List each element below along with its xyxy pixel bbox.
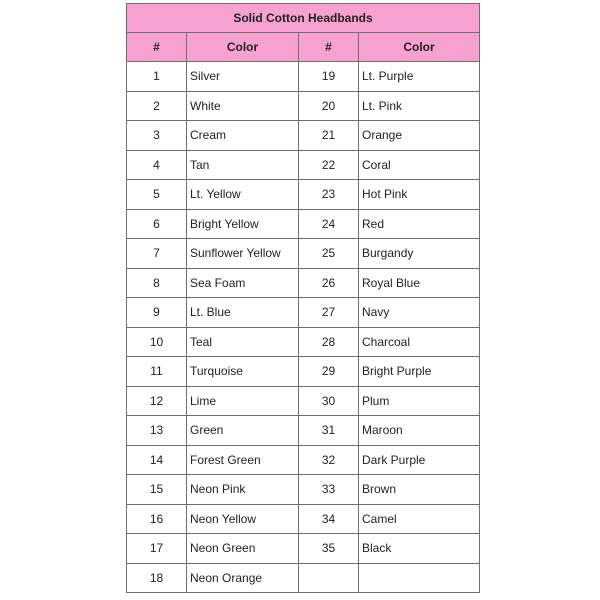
table-row <box>127 563 480 593</box>
item-color-right: Orange <box>359 121 480 151</box>
item-number-right: 19 <box>299 62 359 92</box>
item-color-right: Plum <box>359 386 480 416</box>
item-number-left: 7 <box>127 239 187 269</box>
item-color-left: Neon Pink <box>187 475 299 505</box>
item-color-right: Maroon <box>359 416 480 446</box>
item-color-left: Neon Green <box>187 534 299 564</box>
item-color-left: Turquoise <box>187 357 299 387</box>
item-number-right: 35 <box>299 534 359 564</box>
item-color-left: White <box>187 91 299 121</box>
item-number-right: 22 <box>299 150 359 180</box>
item-number-left: 18 <box>127 563 187 593</box>
item-color-left: Neon Orange <box>187 563 299 593</box>
item-number-right: 20 <box>299 91 359 121</box>
table-row <box>127 357 480 387</box>
item-number-right: 24 <box>299 209 359 239</box>
table-row <box>127 445 480 475</box>
item-number-right: 33 <box>299 475 359 505</box>
header-number-right: # <box>299 33 359 62</box>
item-number-right: 32 <box>299 445 359 475</box>
table-row <box>127 534 480 564</box>
table-row <box>127 91 480 121</box>
item-color-left: Lime <box>187 386 299 416</box>
item-color-left: Cream <box>187 121 299 151</box>
item-number-right: 31 <box>299 416 359 446</box>
item-color-right: Dark Purple <box>359 445 480 475</box>
table-row <box>127 504 480 534</box>
item-number-left: 12 <box>127 386 187 416</box>
table-row <box>127 180 480 210</box>
item-color-right: Royal Blue <box>359 268 480 298</box>
item-color-right: Camel <box>359 504 480 534</box>
item-color-right: Hot Pink <box>359 180 480 210</box>
item-number-left: 16 <box>127 504 187 534</box>
item-color-left: Forest Green <box>187 445 299 475</box>
item-number-right: 29 <box>299 357 359 387</box>
item-color-left: Green <box>187 416 299 446</box>
item-number-right: 30 <box>299 386 359 416</box>
item-number-left: 6 <box>127 209 187 239</box>
headband-color-table-container <box>126 3 479 593</box>
item-number-left: 15 <box>127 475 187 505</box>
item-number-right: 23 <box>299 180 359 210</box>
item-color-left: Teal <box>187 327 299 357</box>
item-number-left: 13 <box>127 416 187 446</box>
item-number-left: 14 <box>127 445 187 475</box>
item-color-left: Lt. Yellow <box>187 180 299 210</box>
item-number-left: 11 <box>127 357 187 387</box>
item-number-left: 3 <box>127 121 187 151</box>
table-row <box>127 268 480 298</box>
item-color-left: Lt. Blue <box>187 298 299 328</box>
item-number-left: 1 <box>127 62 187 92</box>
item-number-right: 28 <box>299 327 359 357</box>
header-color-left: Color <box>187 33 299 62</box>
item-color-right: Coral <box>359 150 480 180</box>
table-row <box>127 298 480 328</box>
item-number-left: 2 <box>127 91 187 121</box>
headband-color-table <box>126 3 480 593</box>
item-color-right: Black <box>359 534 480 564</box>
item-number-left: 5 <box>127 180 187 210</box>
table-row <box>127 475 480 505</box>
item-number-left: 9 <box>127 298 187 328</box>
item-color-left: Sea Foam <box>187 268 299 298</box>
table-row <box>127 150 480 180</box>
header-color-right: Color <box>359 33 480 62</box>
item-number-left: 8 <box>127 268 187 298</box>
item-number-right: 26 <box>299 268 359 298</box>
item-color-right: Bright Purple <box>359 357 480 387</box>
item-number-left: 10 <box>127 327 187 357</box>
table-body <box>127 62 480 593</box>
item-color-right <box>359 563 480 593</box>
table-row <box>127 327 480 357</box>
item-color-left: Tan <box>187 150 299 180</box>
item-number-right: 27 <box>299 298 359 328</box>
table-row <box>127 62 480 92</box>
item-color-right: Red <box>359 209 480 239</box>
table-row <box>127 386 480 416</box>
item-number-right: 21 <box>299 121 359 151</box>
item-color-right: Brown <box>359 475 480 505</box>
item-color-right: Charcoal <box>359 327 480 357</box>
item-number-left: 4 <box>127 150 187 180</box>
table-row <box>127 416 480 446</box>
table-title: Solid Cotton Headbands <box>127 4 480 33</box>
item-color-left: Silver <box>187 62 299 92</box>
item-color-right: Burgandy <box>359 239 480 269</box>
table-row <box>127 239 480 269</box>
item-color-right: Navy <box>359 298 480 328</box>
table-row <box>127 121 480 151</box>
table-title-row <box>127 4 480 33</box>
item-number-right <box>299 563 359 593</box>
item-number-left: 17 <box>127 534 187 564</box>
header-number-left: # <box>127 33 187 62</box>
item-color-left: Bright Yellow <box>187 209 299 239</box>
item-number-right: 34 <box>299 504 359 534</box>
item-color-left: Neon Yellow <box>187 504 299 534</box>
table-header-row <box>127 33 480 62</box>
item-color-left: Sunflower Yellow <box>187 239 299 269</box>
item-color-right: Lt. Pink <box>359 91 480 121</box>
item-number-right: 25 <box>299 239 359 269</box>
table-row <box>127 209 480 239</box>
item-color-right: Lt. Purple <box>359 62 480 92</box>
